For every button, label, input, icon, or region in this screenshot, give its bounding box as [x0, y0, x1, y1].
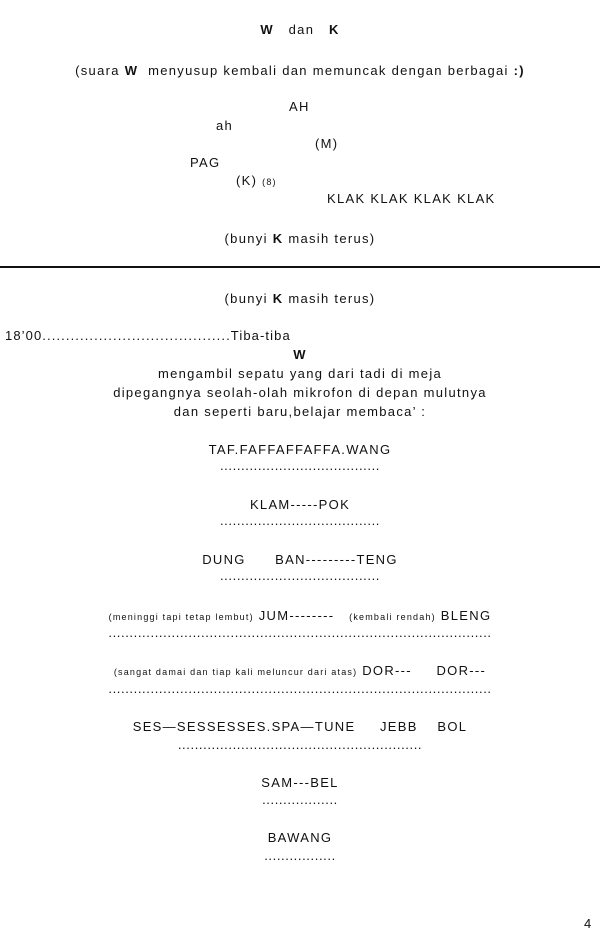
reading-dots-2: ......................................: [219, 513, 381, 528]
reading-word-6: [0, 719, 600, 735]
direction-note: (sangat damai dan tiap kali meluncur dari atas): [113, 667, 358, 677]
scene-divider: [0, 266, 600, 268]
reading-dots-7: ..................: [262, 792, 338, 807]
reading-dots-4: ...........................................................................................: [108, 625, 492, 640]
reading-word-2: KLAM-----POK: [249, 497, 351, 512]
action-line-3: dan seperti baru,belajar membaca’ :: [173, 404, 427, 419]
reading-word-6a: SES—SESSESSES.SPA—TUNE: [132, 719, 356, 734]
reading-word-7: SAM---BEL: [261, 775, 339, 790]
reading-dots-8: .................: [264, 848, 336, 863]
action-line-1: mengambil sepatu yang dari tadi di meja: [157, 366, 443, 381]
status-close: masih terus): [288, 231, 376, 246]
sound-klak: KLAK KLAK KLAK KLAK: [327, 191, 496, 206]
reading-word-1: TAF.FAFFAFFAFFA.WANG: [208, 442, 392, 457]
reading-word-6b: JEBB: [379, 719, 418, 734]
status-character-k: K: [272, 291, 284, 306]
sound-k: [236, 173, 277, 190]
sound-ah-upper: AH: [289, 99, 310, 114]
action-line-2: dipegangnya seolah-olah mikrofon di depan mulutnya: [113, 385, 487, 400]
time-line: 18’00........................................Tiba-tiba: [5, 328, 291, 343]
reading-word-3b: BAN---------TENG: [275, 552, 398, 567]
sound-k-label: (K): [236, 173, 258, 188]
sound-pag: PAG: [190, 155, 221, 170]
status-line-1: [0, 231, 600, 247]
character-w: W: [293, 347, 307, 362]
reading-dots-3: ......................................: [219, 568, 381, 583]
status-line-2: [0, 291, 600, 307]
reading-dots-6: ..........................................................: [177, 737, 423, 752]
footnote-marker: (8): [262, 177, 277, 187]
reading-dots-1: ......................................: [219, 458, 381, 473]
reading-word-3a: DUNG: [202, 552, 246, 567]
direction-open: (suara: [75, 63, 120, 78]
status-open: (bunyi: [224, 231, 268, 246]
reading-word-4a: JUM--------: [258, 608, 335, 623]
character-w: W: [260, 22, 274, 37]
reading-word-5b: DOR---: [436, 663, 487, 678]
status-close: masih terus): [288, 291, 376, 306]
stage-direction: [0, 63, 600, 79]
direction-note: (meninggi tapi tetap lembut): [108, 612, 254, 622]
sound-m: (M): [315, 136, 339, 151]
heading-connector: dan: [288, 22, 315, 37]
sound-ah-lower: ah: [216, 118, 234, 133]
reading-word-6c: BOL: [437, 719, 468, 734]
character-k: K: [328, 22, 340, 37]
scene-heading: [0, 22, 600, 38]
page-number: 4: [584, 916, 593, 931]
reading-word-5a: DOR---: [362, 663, 412, 678]
reading-word-8: BAWANG: [267, 830, 333, 845]
direction-close: :): [513, 63, 525, 78]
direction-note: (kembali rendah): [349, 612, 436, 622]
reading-dots-5: ...........................................................................................: [108, 681, 492, 696]
reading-word-3: [0, 552, 600, 568]
status-character-k: K: [272, 231, 284, 246]
reading-word-4: [0, 608, 600, 625]
direction-character-w: W: [124, 63, 139, 78]
status-open: (bunyi: [224, 291, 268, 306]
direction-text: menyusup kembali dan memuncak dengan berbagai: [148, 63, 509, 78]
reading-word-5: [0, 663, 600, 680]
reading-word-4b: BLENG: [440, 608, 492, 623]
